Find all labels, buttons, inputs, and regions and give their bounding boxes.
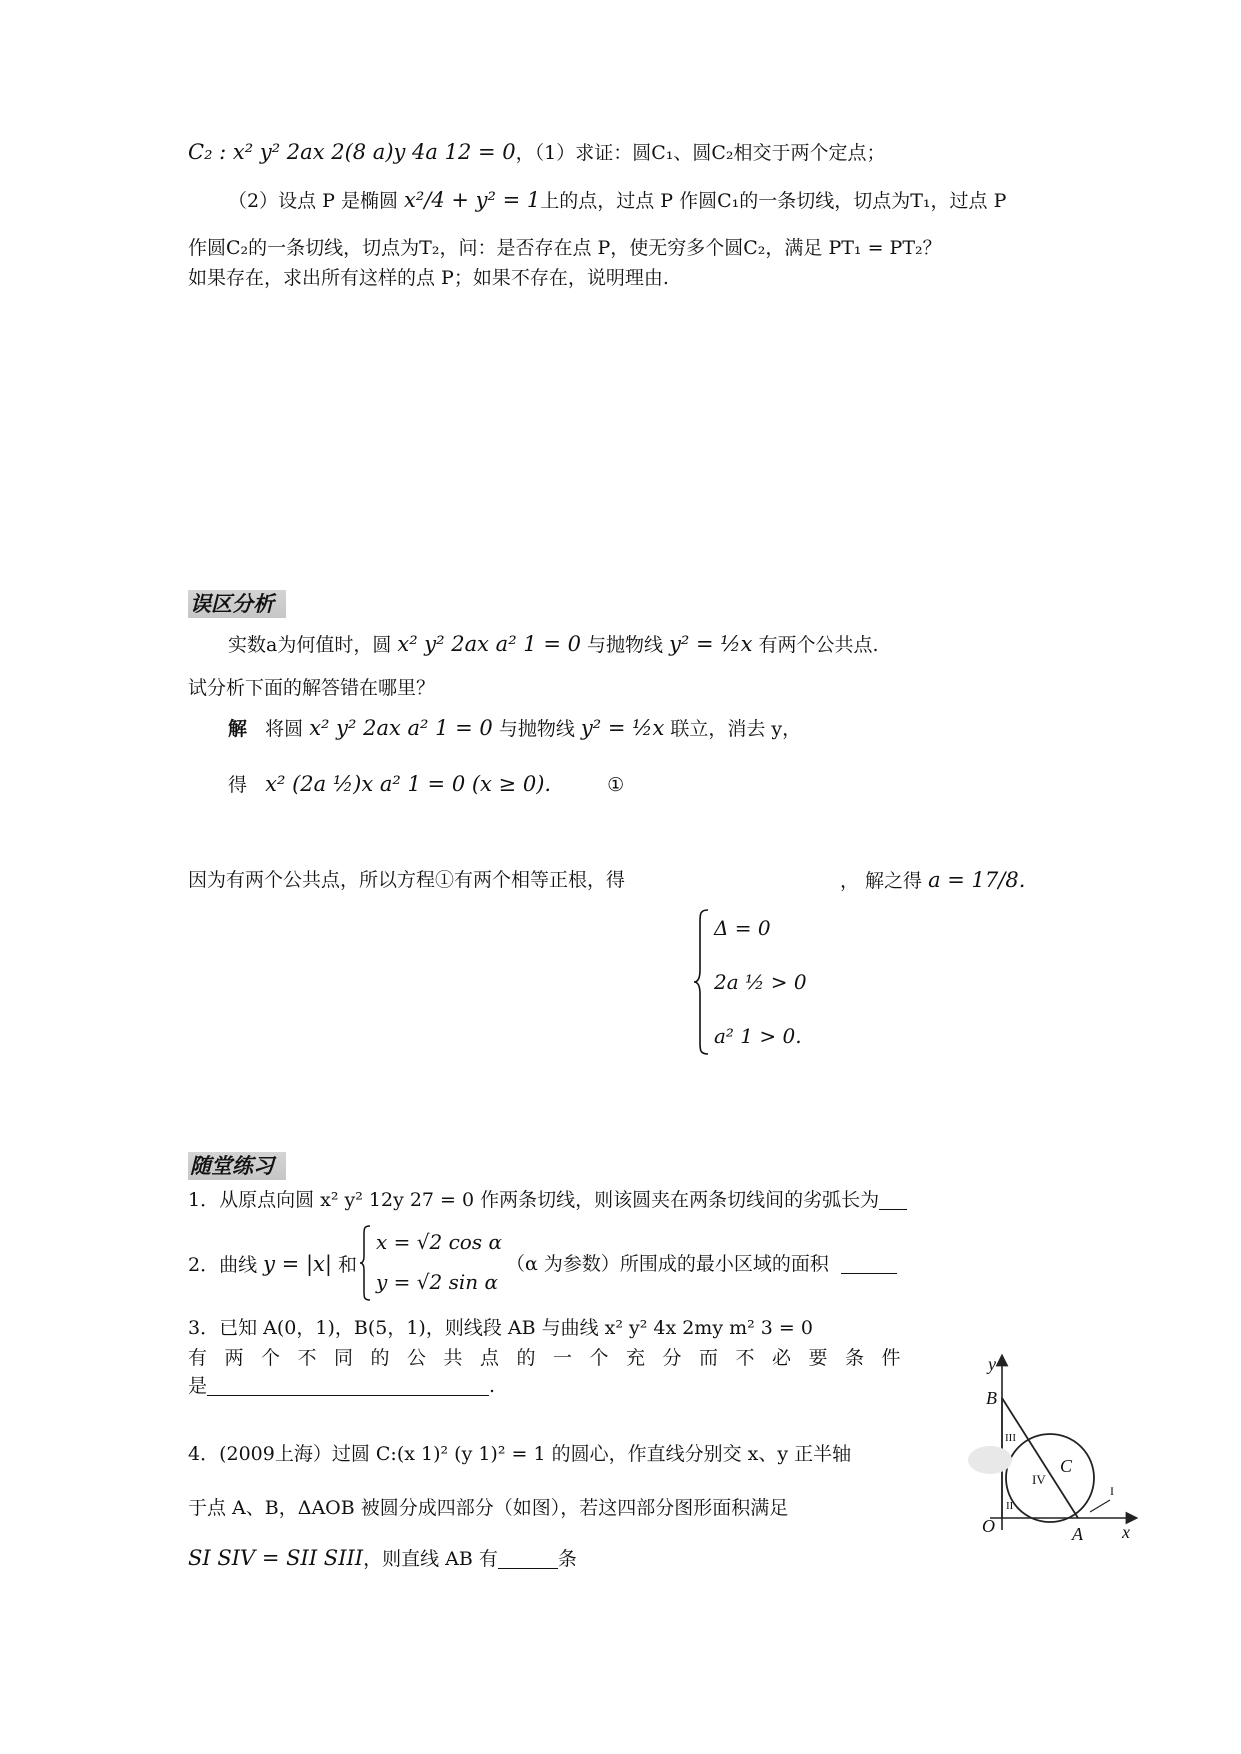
q1-answer-blank[interactable] — [879, 1189, 907, 1210]
circle-c — [1006, 1434, 1094, 1522]
figure-b-label: B — [986, 1388, 997, 1408]
conclusion-result: a = 17/8. — [928, 868, 1026, 892]
solution-line-1 — [228, 714, 801, 743]
figure-c-label: C — [1060, 1456, 1073, 1476]
solution-text-c: 联立，消去 y， — [670, 718, 802, 740]
question-text-c: 有两个公共点. — [758, 634, 879, 656]
figure-y-label: y — [988, 1354, 996, 1374]
conclusion-result-line — [840, 866, 1025, 895]
equation-tag: ① — [607, 774, 625, 796]
practice-q1 — [188, 1186, 907, 1214]
q2-parametric-system — [358, 1224, 502, 1304]
practice-q3-line3: 是 . — [188, 1375, 496, 1397]
practice-q4-line3 — [188, 1544, 577, 1573]
practice-q4-line2: 于点 A、B，ΔAOB 被圆分成四部分（如图），若这四部分图形面积满足 — [188, 1497, 789, 1519]
q2-curve: y = |x| — [263, 1252, 332, 1276]
circle-c2-equation: C₂ : x² y² 2ax 2(8 a)y 4a 12 = 0 — [188, 140, 516, 164]
problem-line-3: 作圆C₂的一条切线，切点为T₂，问：是否存在点 P，使无穷多个圆C₂，满足 PT₁ = PT₂？ — [188, 237, 942, 259]
problem-line-4: 如果存在，求出所有这样的点 P；如果不存在，说明理由. — [188, 267, 669, 289]
q1-text: 1．从原点向圆 x² y² 12y 27 = 0 作两条切线，则该圆夹在两条切线间的劣弧长为 — [188, 1189, 880, 1211]
conclusion-text-b: ， 解之得 — [840, 870, 923, 892]
solution-parabola-equation: y² = ½x — [580, 716, 665, 740]
q4-text: ，则直线 AB 有 — [363, 1548, 498, 1570]
figure-region-3: III — [1005, 1432, 1016, 1444]
system-row-1: Δ = 0 — [714, 916, 771, 940]
system-row-2: 2a ½ > 0 — [714, 970, 807, 994]
section-title-practice: 随堂练习 — [188, 1152, 286, 1180]
figure-x-label: x — [1122, 1522, 1130, 1542]
system-row-3: a² 1 > 0. — [714, 1024, 802, 1048]
solution-circle-equation: x² y² 2ax a² 1 = 0 — [309, 716, 493, 740]
q2-param-x: x = √2 cos α — [376, 1230, 502, 1254]
conclusion-text: 因为有两个公共点，所以方程①有两个相等正根，得 — [188, 869, 626, 891]
problem-line-1 — [188, 138, 886, 167]
derived-equation: x² (2a ½)x a² 1 = 0 (x ≥ 0). — [265, 772, 552, 796]
error-question-line-1 — [228, 630, 879, 659]
q4-area-relation: SI SIV = SII SIII — [188, 1546, 364, 1570]
q2-suffix: （α 为参数）所围成的最小区域的面积 — [506, 1253, 829, 1275]
practice-q4-line1: 4．(2009上海）过圆 C:(x 1)² (y 1)² = 1 的圆心，作直线分别交 x、y 正半轴 — [188, 1443, 852, 1465]
solution-line-2 — [228, 770, 624, 799]
practice-q2-suffix — [506, 1250, 897, 1278]
question-circle-equation: x² y² 2ax a² 1 = 0 — [397, 632, 581, 656]
problem-part2-prefix: （2）设点 P 是椭圆 — [228, 190, 398, 212]
q2-prefix: 2．曲线 — [188, 1254, 258, 1276]
practice-q3-line2: 有两个不同的公共点的一个充分而不必要条件 — [188, 1347, 919, 1369]
solution-label: 解 — [228, 718, 248, 740]
q2-and: 和 — [338, 1254, 358, 1276]
q3-answer-blank[interactable] — [207, 1375, 489, 1396]
q2-param-y: y = √2 sin α — [376, 1270, 499, 1294]
figure-smudge — [968, 1446, 1012, 1474]
q4-answer-blank[interactable] — [498, 1548, 558, 1569]
practice-q3-line1: 3．已知 A(0，1)，B(5，1)，则线段 AB 与曲线 x² y² 4x 2my m² 3 = 0 — [188, 1317, 813, 1339]
figure-region-2: II — [1006, 1500, 1014, 1512]
problem-part2-suffix: 上的点，过点 P 作圆C₁的一条切线，切点为T₁，过点 P — [540, 190, 1007, 212]
derive-prefix: 得 — [228, 774, 248, 796]
q4-end: 条 — [557, 1548, 577, 1570]
figure-region-1: I — [1110, 1484, 1114, 1498]
figure-region-4: IV — [1032, 1472, 1046, 1487]
q2-brace-icon — [358, 1224, 372, 1302]
left-brace-icon — [692, 908, 712, 1056]
problem-part1-text: ，（1）求证：圆C₁、圆C₂相交于两个定点； — [515, 142, 886, 164]
error-question-line-2: 试分析下面的解答错在哪里？ — [188, 677, 436, 699]
question-text-b: 与抛物线 — [587, 634, 664, 656]
figure-a-label: A — [1072, 1524, 1083, 1544]
q3-prefix: 是 — [188, 1375, 208, 1397]
question-text-a: 实数a为何值时，圆 — [228, 634, 392, 656]
problem-line-2 — [228, 186, 1006, 215]
question-parabola-equation: y² = ½x — [669, 632, 753, 656]
ellipse-equation: x²/4 + y² = 1 — [404, 188, 541, 212]
solution-text-a: 将圆 — [265, 718, 304, 740]
section-title-error-analysis: 误区分析 — [188, 590, 286, 618]
figure-o-label: O — [982, 1516, 995, 1536]
circle-triangle-figure — [960, 1350, 1140, 1545]
equation-system — [692, 908, 832, 1056]
q2-answer-blank[interactable] — [841, 1253, 897, 1274]
solution-text-b: 与抛物线 — [498, 718, 575, 740]
practice-q2 — [188, 1250, 357, 1279]
